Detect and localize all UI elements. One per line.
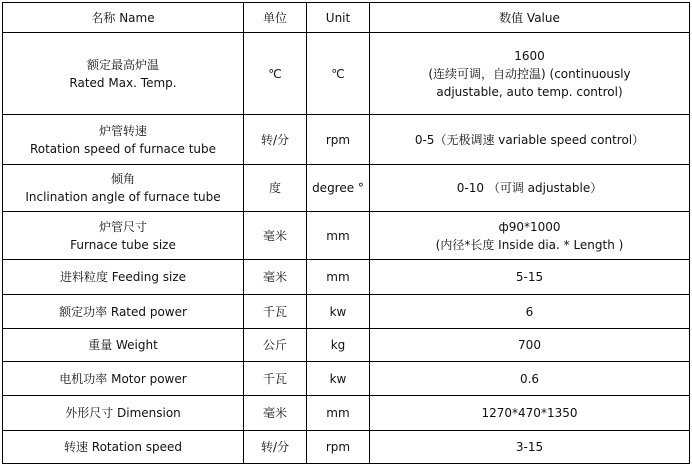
param-value <box>370 431 690 464</box>
param-value-line: 0.6 <box>519 371 540 386</box>
param-value <box>370 212 690 260</box>
param-name <box>3 33 244 115</box>
header-unit-en: Unit <box>307 3 370 33</box>
param-name-line: 电机功率 Motor power <box>59 371 187 386</box>
unit-en: mm <box>307 396 370 431</box>
param-name <box>3 115 244 165</box>
unit-cn: 毫米 <box>244 212 307 260</box>
param-name-line: 炉管尺寸 <box>98 219 147 234</box>
header-row <box>3 3 690 33</box>
unit-cn: 千瓦 <box>244 295 307 329</box>
unit-en: mm <box>307 260 370 295</box>
param-value <box>370 396 690 431</box>
param-name <box>3 431 244 464</box>
unit-cn: ℃ <box>244 33 307 115</box>
param-value-line: 700 <box>518 338 541 352</box>
param-name-line: 炉管转速 <box>98 123 147 138</box>
param-value <box>370 115 690 165</box>
table-row <box>3 329 690 362</box>
param-value <box>370 33 690 115</box>
param-name-line: 进料粒度 Feeding size <box>59 270 187 284</box>
unit-en: rpm <box>307 431 370 464</box>
unit-en: mm <box>307 212 370 260</box>
table-row <box>3 362 690 396</box>
unit-en: kw <box>307 295 370 329</box>
param-name-line: 额定最高炉温 <box>86 57 159 72</box>
unit-en: kw <box>307 362 370 396</box>
unit-cn: 毫米 <box>244 260 307 295</box>
param-name <box>3 362 244 396</box>
unit-cn: 转/分 <box>244 431 307 464</box>
param-name <box>3 396 244 431</box>
param-value-line: 5-15 <box>515 270 544 284</box>
param-value-line: ф90*1000 <box>498 219 561 234</box>
param-value-line: adjustable, auto temp. control) <box>436 84 623 99</box>
unit-en: ℃ <box>307 33 370 115</box>
param-value-line: 0-5（无极调速 variable speed control） <box>414 132 645 147</box>
param-value <box>370 165 690 212</box>
header-name: 名称 Name <box>3 3 244 33</box>
param-name-line: 额定功率 Rated power <box>59 304 187 319</box>
unit-cn: 公斤 <box>244 329 307 362</box>
param-name-line: Furnace tube size <box>70 237 176 252</box>
param-value-line: 1270*470*1350 <box>481 406 578 420</box>
param-value <box>370 329 690 362</box>
param-value-line: 0-10 （可调 adjustable） <box>456 181 603 195</box>
param-name-line: Inclination angle of furnace tube <box>25 190 221 204</box>
param-value-line: 3-15 <box>515 440 544 454</box>
unit-en: kg <box>307 329 370 362</box>
param-name-line: 转速 Rotation speed <box>63 440 183 454</box>
table-row <box>3 33 690 115</box>
param-name <box>3 295 244 329</box>
table-row <box>3 260 690 295</box>
param-value <box>370 362 690 396</box>
param-name-line: Rotation speed of furnace tube <box>29 141 217 156</box>
param-value <box>370 260 690 295</box>
param-value <box>370 295 690 329</box>
table-row <box>3 165 690 212</box>
param-name <box>3 260 244 295</box>
unit-cn: 毫米 <box>244 396 307 431</box>
spec-table <box>2 2 690 464</box>
param-name-line: 外形尺寸 Dimension <box>65 406 181 420</box>
table-row <box>3 396 690 431</box>
table-row <box>3 115 690 165</box>
unit-en: rpm <box>307 115 370 165</box>
unit-en: degree ° <box>307 165 370 212</box>
header-value: 数值 Value <box>370 3 690 33</box>
param-name <box>3 212 244 260</box>
param-name-line: Rated Max. Temp. <box>69 75 177 90</box>
spec-table-body <box>3 3 690 464</box>
param-value-line: 1600 <box>514 48 545 63</box>
param-value-line: (内径*长度 Inside dia. * Length ) <box>435 237 624 252</box>
header-unit-cn: 单位 <box>244 3 307 33</box>
table-row <box>3 295 690 329</box>
param-name <box>3 329 244 362</box>
table-row <box>3 212 690 260</box>
unit-cn: 度 <box>244 165 307 212</box>
param-name <box>3 165 244 212</box>
param-name-line: 倾角 <box>110 172 135 186</box>
unit-cn: 千瓦 <box>244 362 307 396</box>
param-value-line: (连续可调，自动控温) (continuously <box>428 66 631 81</box>
unit-cn: 转/分 <box>244 115 307 165</box>
param-name-line: 重量 Weight <box>88 338 158 352</box>
param-value-line: 6 <box>525 304 534 319</box>
table-row <box>3 431 690 464</box>
